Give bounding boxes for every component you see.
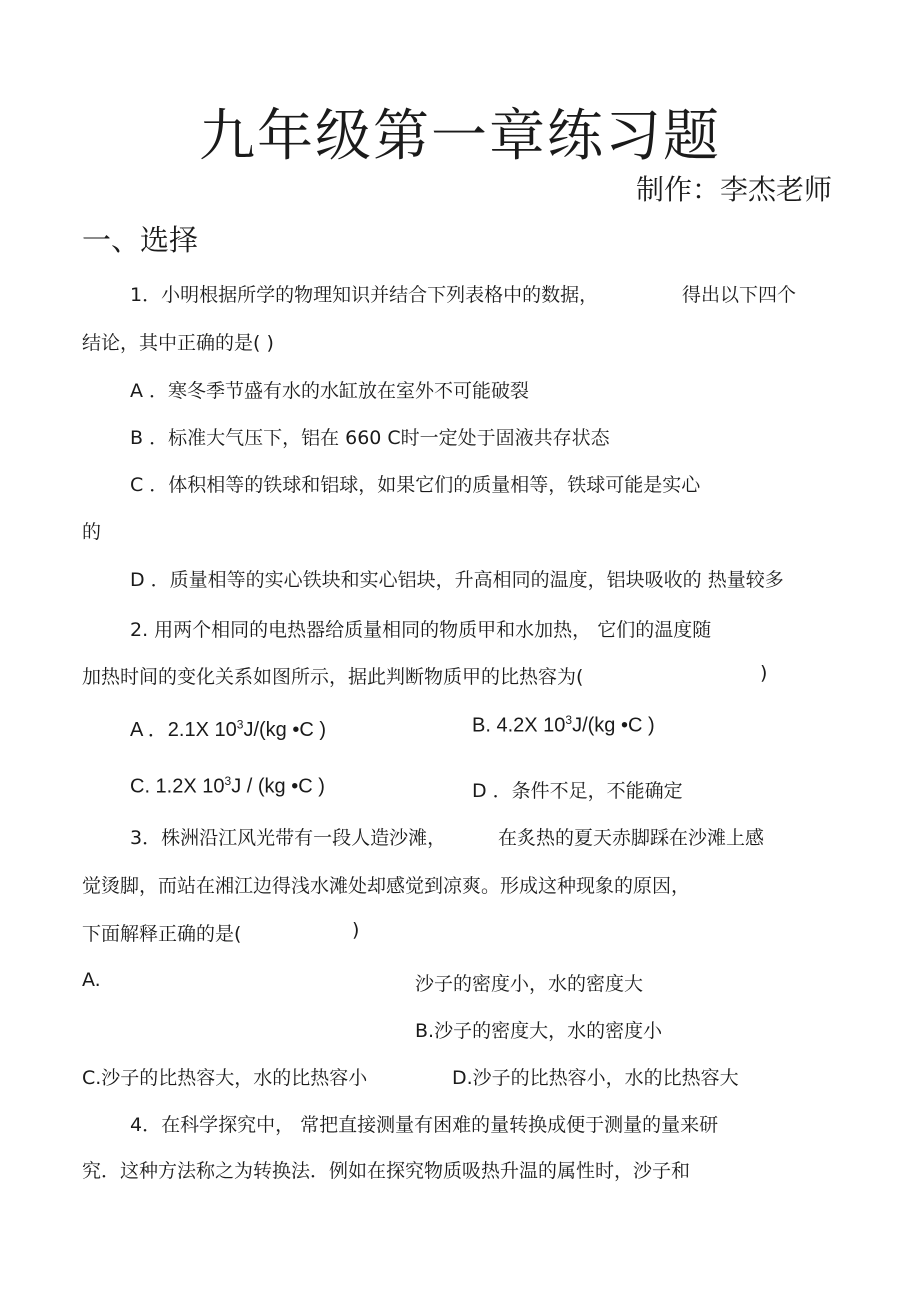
q1-option-a: A ．寒冬季节盛有水的水缸放在室外不可能破裂 [130,380,530,402]
q2-option-d: D ．条件不足，不能确定 [472,780,683,802]
q3-line1: 3．株洲沿江风光带有一段人造沙滩， [130,827,447,849]
q1-option-c: C ．体积相等的铁球和铝球，如果它们的质量相等，铁球可能是实心 [130,474,701,496]
q3-line3: 下面解释正确的是( [82,923,242,945]
q4-line1: 4．在科学探究中， 常把直接测量有困难的量转换成便于测量的量来研 [130,1114,719,1136]
q3-option-c: C.沙子的比热容大，水的比热容小 [82,1067,368,1089]
q2-line1: 2. 用两个相同的电热器给质量相同的物质甲和水加热， 它们的温度随 [130,619,712,641]
q1-option-b: B ．标准大气压下，铝在 660 C时一定处于固液共存状态 [130,427,610,449]
q2-option-b: B. 4.2X $10^3J/(kg$ •C ) [472,713,655,737]
q1-option-c-cont: 的 [82,521,102,543]
q3-option-d: D.沙子的比热容小，水的比热容大 [452,1067,739,1089]
q1-line1: 1．小明根据所学的物理知识并结合下列表格中的数据， [130,284,599,306]
q2-option-a: A ．2.1X $10^3J/(kg$ •C ) [130,717,326,741]
q1-line1-end: 得出以下四个 [682,284,797,306]
q1-line2: 结论，其中正确的是( ) [82,332,274,354]
q3-option-b: B.沙子的密度大，水的密度小 [415,1020,663,1042]
q3-line1-end: 在炙热的夏天赤脚踩在沙滩上感 [498,827,765,849]
q1-option-d: D ．质量相等的实心铁块和实心铝块，升高相同的温度，铝块吸收的 热量较多 [130,569,784,591]
q3-option-a-label: A. [82,969,101,991]
author-line: 制作：李杰老师 [635,173,832,206]
q3-line3-paren: ) [352,919,360,941]
page-title: 九年级第一章练习题 [199,104,721,169]
q2-line2-paren: ) [760,662,768,684]
q4-line2: 究．这种方法称之为转换法．例如在探究物质吸热升温的属性时，沙子和 [82,1160,691,1182]
q3-option-a: 沙子的密度小，水的密度大 [415,973,644,995]
section-heading: 一、选择 [82,223,199,257]
q2-option-c: C. 1.2X $10^3J / (kg$ •C ) [130,774,325,798]
q3-line2: 觉烫脚，而站在湘江边得浅水滩处却感觉到凉爽。形成这种现象的原因， [82,875,691,897]
q2-line2: 加热时间的变化关系如图所示，据此判断物质甲的比热容为( [82,666,584,688]
